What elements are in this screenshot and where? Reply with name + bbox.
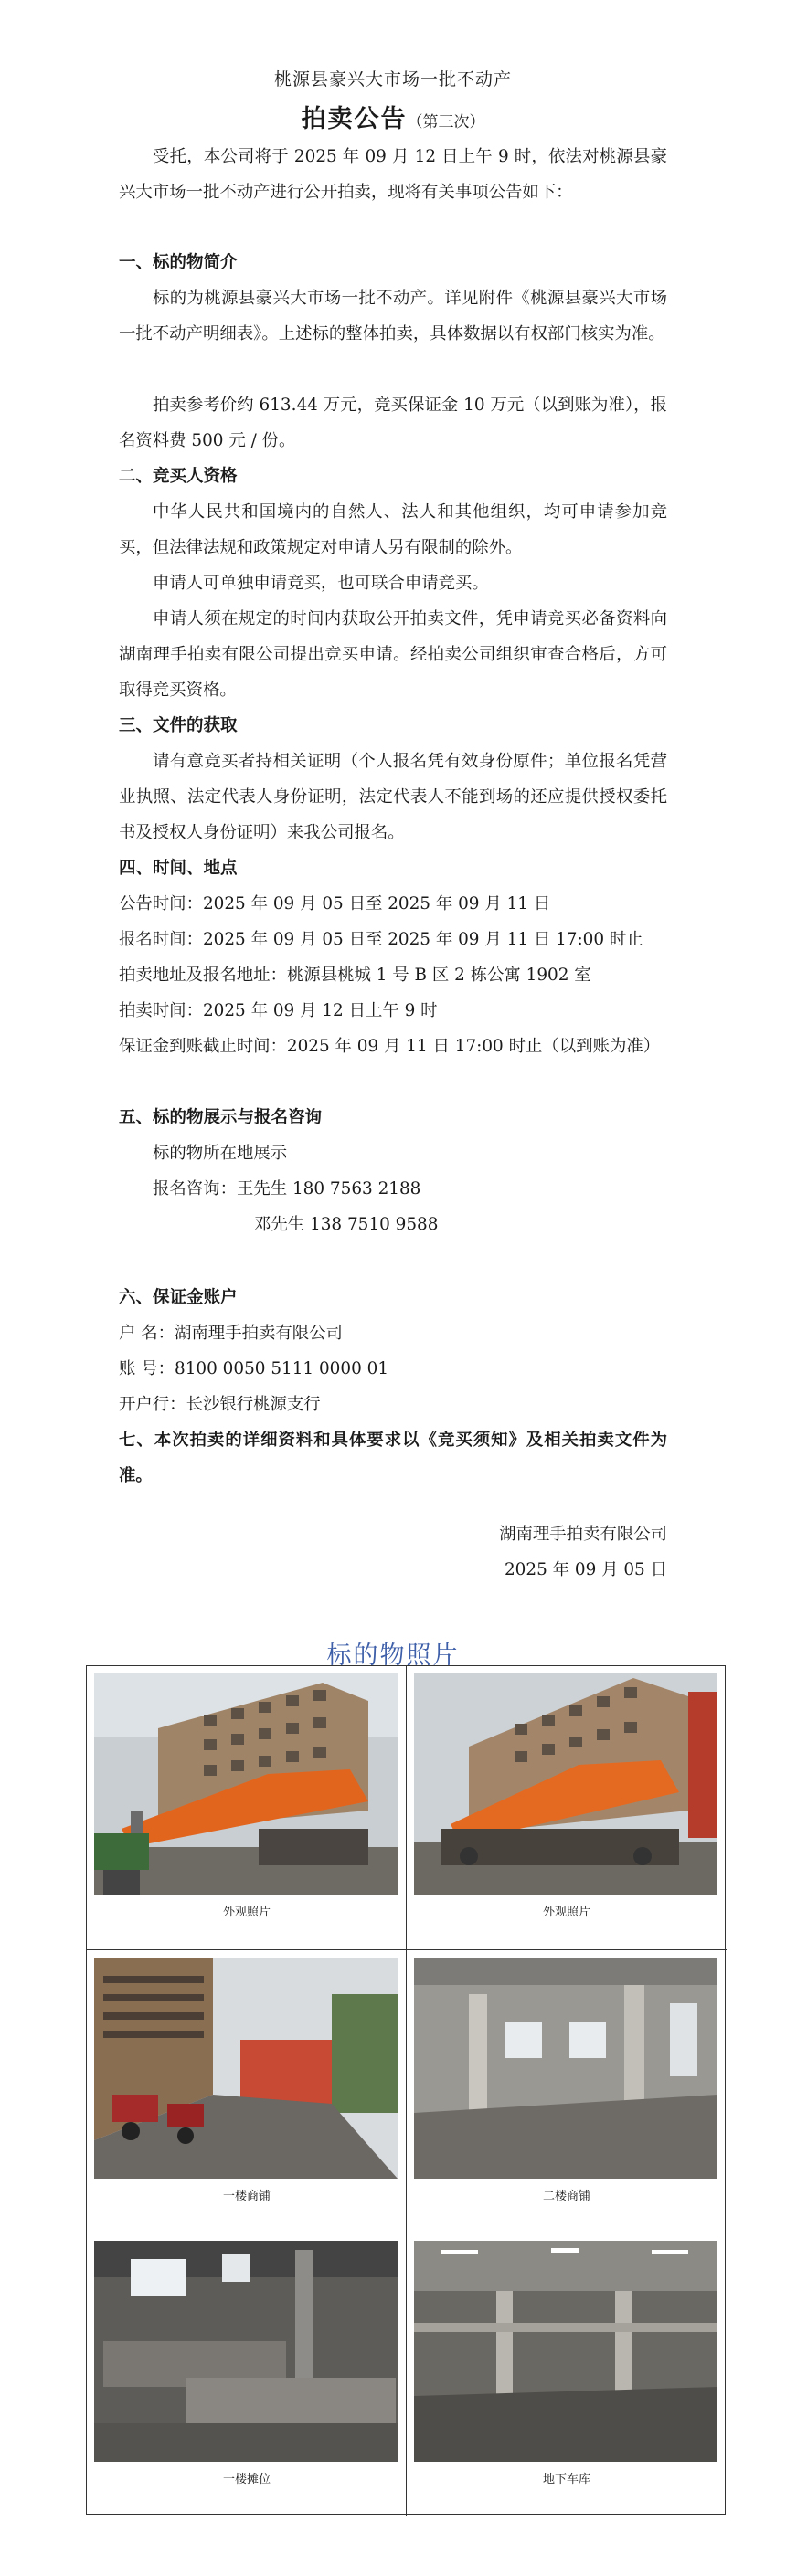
photo-caption-1: 外观照片 bbox=[222, 1906, 271, 1919]
photo-caption-3: 一楼商铺 bbox=[222, 2190, 271, 2203]
section-2-paragraph-3: 申请人须在规定的时间内获取公开拍卖文件，凭申请竞买必备资料向湖南理手拍卖有限公司提出竞买申请。经拍卖公司组织审查合格后，方可取得竞买资格。 bbox=[119, 609, 667, 700]
section-1-paragraph-1: 标的为桃源县豪兴大市场一批不动产。详见附件《桃源县豪兴大市场一批不动产明细表》。上述标的整体拍卖，具体数据以有权部门核实为准。 bbox=[119, 289, 667, 343]
document-subtitle: 桃源县豪兴大市场一批不动产 bbox=[273, 69, 512, 90]
photo-grid bbox=[86, 1665, 726, 2515]
section-6-heading: 六、保证金账户 bbox=[119, 1288, 238, 1307]
empty-floor-photo-icon bbox=[414, 1958, 717, 2179]
section-5-heading: 五、标的物展示与报名咨询 bbox=[119, 1108, 323, 1127]
garage-photo-icon bbox=[414, 2241, 717, 2462]
photo-caption-5: 一楼摊位 bbox=[222, 2473, 271, 2486]
photo-cell-5 bbox=[87, 2233, 407, 2516]
title-note: （第三次） bbox=[407, 113, 485, 132]
market-building-photo-icon bbox=[414, 1673, 717, 1895]
section-2-heading: 二、竞买人资格 bbox=[119, 467, 238, 486]
signature-date: 2025 年 09 月 05 日 bbox=[504, 1560, 667, 1579]
exhibition-note: 标的物所在地展示 bbox=[153, 1144, 288, 1163]
photo-cell-6 bbox=[407, 2233, 727, 2516]
stall-area-photo-icon bbox=[94, 2241, 398, 2462]
section-2-paragraph-1: 中华人民共和国境内的自然人、法人和其他组织，均可申请参加竞买，但法律法规和政策规定对申请人另有限制的除外。 bbox=[119, 502, 667, 557]
contact-deng: 邓先生 138 7510 9588 bbox=[254, 1215, 439, 1234]
section-1-paragraph-2: 拍卖参考价约 613.44 万元，竞买保证金 10 万元（以到账为准），报名资料费 500 元 / 份。 bbox=[119, 396, 667, 450]
photo-caption-2: 外观照片 bbox=[542, 1906, 590, 1919]
photo-cell-1 bbox=[87, 1666, 407, 1949]
photo-cell-2 bbox=[407, 1666, 727, 1949]
auction-address: 拍卖地址及报名地址：桃源县桃城 1 号 B 区 2 栋公寓 1902 室 bbox=[119, 966, 591, 985]
street-shops-photo-icon bbox=[94, 1958, 398, 2179]
title-text: 拍卖公告 bbox=[301, 105, 408, 133]
section-3-heading: 三、文件的获取 bbox=[119, 716, 238, 735]
section-3-paragraph-1: 请有意竞买者持相关证明（个人报名凭有效身份原件；单位报名凭营业执照、法定代表人身份证明，法定代表人不能到场的还应提供授权委托书及授权人身份证明）来我公司报名。 bbox=[119, 752, 667, 842]
section-7-heading: 七、本次拍卖的详细资料和具体要求以《竞买须知》及相关拍卖文件为准。 bbox=[119, 1431, 667, 1485]
document-title bbox=[0, 99, 786, 134]
account-number: 账 号：8100 0050 5111 0000 01 bbox=[119, 1359, 389, 1378]
photo-caption-4: 二楼商铺 bbox=[542, 2190, 590, 2203]
auction-time: 拍卖时间：2025 年 09 月 12 日上午 9 时 bbox=[119, 1001, 438, 1020]
deposit-deadline: 保证金到账截止时间：2025 年 09 月 11 日 17:00 时止（以到账为准） bbox=[119, 1037, 661, 1056]
photos-title: 标的物照片 bbox=[326, 1642, 460, 1670]
intro-paragraph: 受托，本公司将于 2025 年 09 月 12 日上午 9 时，依法对桃源县豪兴大市场一批不动产进行公开拍卖，现将有关事项公告如下： bbox=[119, 147, 667, 202]
market-building-photo-icon bbox=[94, 1673, 398, 1895]
section-2-paragraph-2: 申请人可单独申请竞买，也可联合申请竞买。 bbox=[153, 574, 489, 593]
contact-wang: 报名咨询：王先生 180 7563 2188 bbox=[153, 1179, 421, 1198]
section-1-heading: 一、标的物简介 bbox=[119, 253, 238, 272]
signature-company: 湖南理手拍卖有限公司 bbox=[499, 1525, 667, 1544]
account-name: 户 名：湖南理手拍卖有限公司 bbox=[119, 1324, 343, 1343]
registration-period: 报名时间：2025 年 09 月 05 日至 2025 年 09 月 11 日 17:00 时止 bbox=[119, 930, 643, 949]
photo-caption-6: 地下车库 bbox=[542, 2473, 590, 2486]
photo-cell-4 bbox=[407, 1949, 727, 2233]
section-4-heading: 四、时间、地点 bbox=[119, 859, 238, 878]
photo-cell-3 bbox=[87, 1949, 407, 2233]
announcement-period: 公告时间：2025 年 09 月 05 日至 2025 年 09 月 11 日 bbox=[119, 894, 551, 913]
account-bank: 开户行：长沙银行桃源支行 bbox=[119, 1395, 321, 1414]
